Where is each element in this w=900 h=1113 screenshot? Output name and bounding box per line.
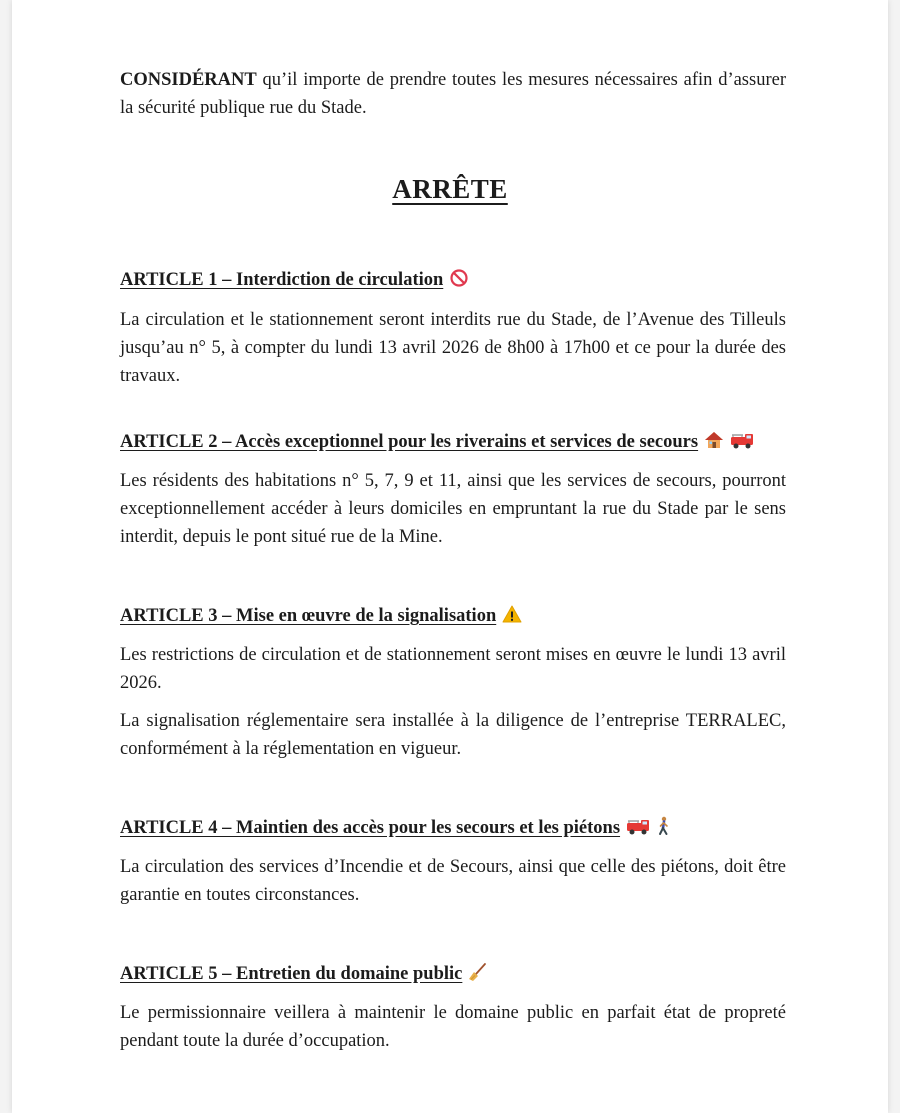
house-icon [704, 430, 724, 450]
article-3-heading [120, 602, 522, 630]
preamble-paragraph [120, 66, 786, 122]
article-2-paragraph: Les résidents des habitations n° 5, 7, 9 et 11, ainsi que les services de secours, pourront exceptionnellement accéder à leurs domiciles en empruntant la rue du Stade par le sens interdit, depuis le pont situé rue de la Mine. [120, 471, 786, 547]
fire-engine-icon [626, 816, 650, 836]
article-3-heading-text: ARTICLE 3 – Mise en œuvre de la signalisation [120, 606, 497, 626]
warning-icon [502, 604, 522, 624]
article-2-heading [120, 428, 754, 456]
article-5-heading [120, 960, 488, 988]
preamble-text: qu’il importe de prendre toutes les mesures nécessaires afin d’assurer la sécurité publique rue du Stade. [120, 70, 786, 118]
article-3-paragraph-2: La signalisation réglementaire sera installée à la diligence de l’entreprise TERRALEC, conformément à la réglementation en vigueur. [120, 711, 786, 759]
no-entry-icon [449, 268, 469, 288]
article-5-heading-text: ARTICLE 5 – Entretien du domaine public [120, 964, 463, 984]
article-1-paragraph: La circulation et le stationnement seront interdits rue du Stade, de l’Avenue des Tilleuls jusqu’au n° 5, à compter du lundi 13 avril 2026 de 8h00 à 17h00 et ce pour la durée des travaux. [120, 310, 786, 386]
article-4-heading [120, 814, 672, 842]
pedestrian-icon [656, 816, 672, 836]
preamble-keyword: CONSIDÉRANT [120, 70, 257, 90]
article-3-paragraph-1: Les restrictions de circulation et de stationnement seront mises en œuvre le lundi 13 avril 2026. [120, 645, 786, 693]
article-1-heading-text: ARTICLE 1 – Interdiction de circulation [120, 270, 444, 290]
fire-engine-icon [730, 430, 754, 450]
document-title: ARRÊTE [392, 174, 508, 204]
article-5-paragraph: Le permissionnaire veillera à maintenir le domaine public en parfait état de propreté pendant toute la durée d’occupation. [120, 1003, 786, 1051]
article-2-heading-text: ARTICLE 2 – Accès exceptionnel pour les riverains et services de secours [120, 432, 699, 452]
document-page [12, 0, 888, 1113]
article-4-heading-text: ARTICLE 4 – Maintien des accès pour les secours et les piétons [120, 818, 621, 838]
article-1-heading [120, 266, 469, 294]
broom-icon [468, 962, 488, 982]
article-4-paragraph: La circulation des services d’Incendie et de Secours, ainsi que celle des piétons, doit être garantie en toutes circonstances. [120, 857, 786, 905]
